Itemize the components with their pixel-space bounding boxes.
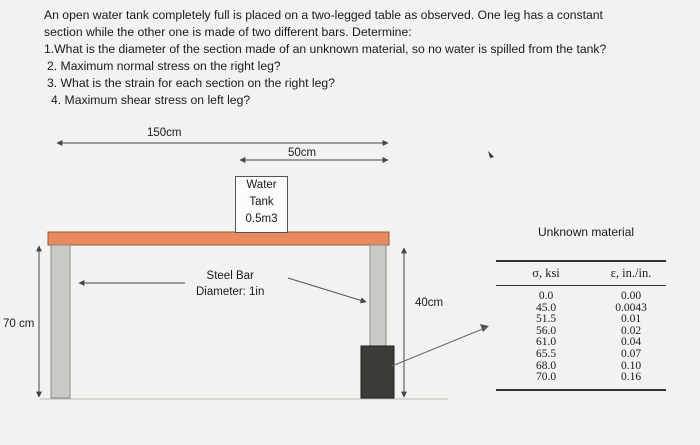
stress-column [496,291,596,389]
header-stress: σ, ksi [532,266,560,280]
stress-value: 56.0 [535,324,557,337]
right-leg-steel [370,245,386,346]
dimension-70-label: 70 cm [3,318,35,330]
dimension-50-label: 50cm [288,147,317,159]
intro-line-1: An open water tank completely full is placed on a two-legged table as observed. One leg has a constant [44,8,603,22]
intro-line-2: section while the other one is made of two different bars. Determine: [44,25,412,39]
tank-label-line3: 0.5m3 [245,213,278,225]
right-leg-unknown-section [361,346,394,398]
unknown-material-title: Unknown material [538,225,635,239]
stress-strain-table [496,260,666,391]
unknown-pointer-head [480,324,489,332]
table-header-row [496,262,666,286]
strain-column [596,291,666,389]
dimension-40-label: 40cm [415,297,444,309]
tank-label-line2: Tank [249,196,274,208]
strain-value: 0.0043 [615,301,647,314]
table-bottom-rule [496,389,666,391]
question-3: 3. What is the strain for each section on the right leg? [47,76,335,90]
cursor-mark [488,151,494,158]
strain-value: 0.10 [620,359,642,372]
question-4: 4. Maximum shear stress on left leg? [51,93,251,107]
steel-bar-label-line2: Diameter: 1in [196,286,265,298]
dimension-150-label: 150cm [147,127,182,139]
strain-value: 0.16 [620,371,642,384]
table-body [496,286,666,389]
question-1: 1.What is the diameter of the section made of an unknown material, so no water is spilled from the tank? [44,42,607,56]
stress-value: 68.0 [535,359,557,372]
steel-pointer-right [288,278,366,302]
strain-value: 0.02 [620,324,642,337]
strain-value: 0.07 [620,347,642,360]
unknown-pointer-line [392,328,485,366]
stress-value: 0.0 [538,290,554,302]
strain-value: 0.04 [620,336,642,349]
water-tank [235,176,288,233]
tabletop [48,232,389,245]
stress-value: 51.5 [535,313,557,326]
stress-value: 70.0 [535,371,557,384]
steel-bar-label [196,268,264,300]
header-strain: ε, in./in. [610,266,652,280]
steel-bar-label-line1: Steel Bar [206,270,254,282]
stress-value: 61.0 [535,336,557,349]
strain-value: 0.01 [620,313,642,326]
left-leg [51,245,70,398]
question-2: 2. Maximum normal stress on the right leg? [47,59,281,73]
strain-value: 0.00 [620,290,642,302]
stress-value: 45.0 [535,301,557,314]
stress-value: 65.5 [535,347,557,360]
tank-label-line1: Water [246,179,277,191]
